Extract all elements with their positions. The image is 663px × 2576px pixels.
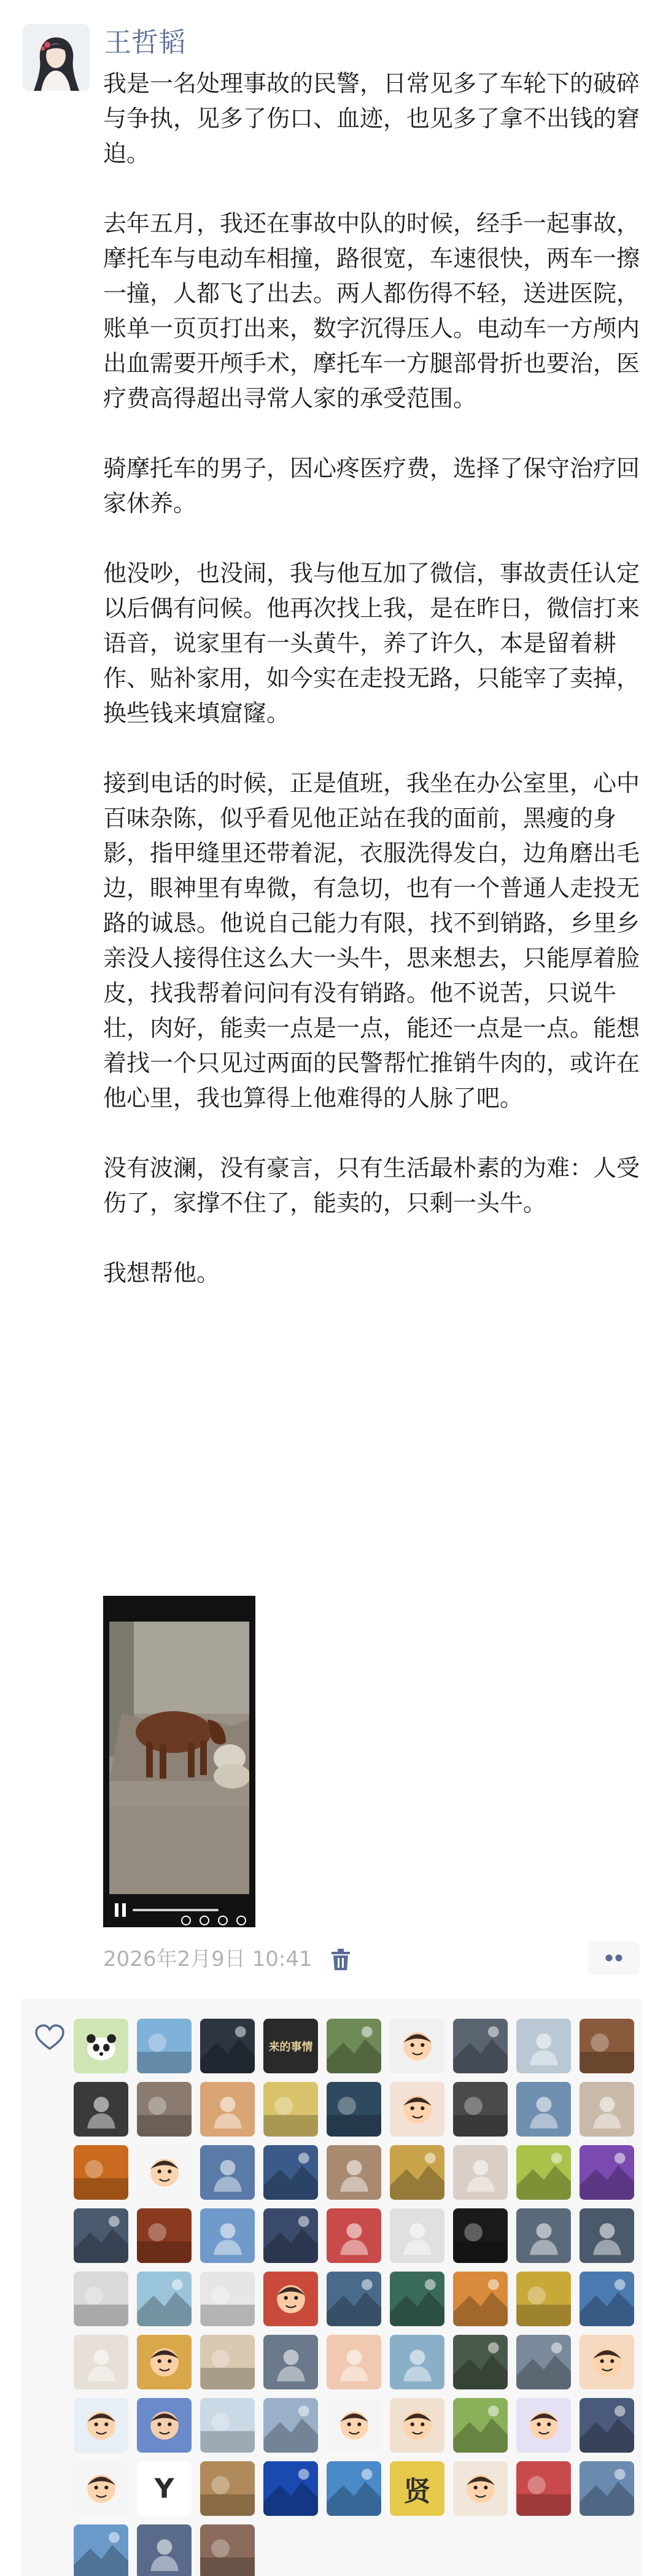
like-avatar[interactable] xyxy=(453,2398,508,2453)
post-paragraph: 我想帮他。 xyxy=(103,1259,220,1286)
like-avatar[interactable] xyxy=(200,2398,255,2453)
avatar-image xyxy=(137,2019,192,2073)
like-avatar[interactable] xyxy=(74,2208,128,2263)
post-paragraph: 去年五月，我还在事故中队的时候，经手一起事故，摩托车与电动车相撞，路很宽，车速很快，两车一擦一撞，人都飞了出去。两人都伤得不轻，送进医院，账单一页页打出来，数字沉得压人。电动车一方颅内出血需要开颅手术，摩托车一方腿部骨折也要治，医疗费高得超出寻常人家的承受范围。 xyxy=(103,210,640,412)
avatar-image xyxy=(327,2461,381,2516)
avatar-image xyxy=(82,2027,120,2065)
avatar-text: 来的事情 xyxy=(268,2040,313,2054)
avatar-image xyxy=(335,2153,373,2191)
like-avatar[interactable] xyxy=(580,2019,634,2073)
avatar-image xyxy=(145,2343,183,2381)
like-avatar[interactable] xyxy=(580,2461,634,2516)
avatar-image xyxy=(335,2216,373,2254)
author-name[interactable]: 王哲韬 xyxy=(104,27,185,58)
avatar-image xyxy=(327,2019,381,2073)
like-avatar[interactable] xyxy=(200,2272,255,2326)
avatar-image xyxy=(453,2208,508,2263)
avatar-image xyxy=(453,2398,508,2453)
like-avatar[interactable] xyxy=(137,2019,192,2073)
likes-panel xyxy=(21,1998,642,2576)
like-avatar[interactable] xyxy=(74,2398,128,2453)
avatar-image xyxy=(580,2145,634,2200)
like-avatar[interactable] xyxy=(453,2145,508,2200)
like-avatar[interactable] xyxy=(263,2208,318,2263)
trash-icon[interactable] xyxy=(330,1948,351,1971)
like-avatar[interactable] xyxy=(200,2524,255,2576)
avatar-image xyxy=(461,2153,499,2191)
like-avatar[interactable] xyxy=(516,2335,571,2389)
avatar-image xyxy=(263,2145,318,2200)
avatar-image xyxy=(516,2145,571,2200)
like-avatar[interactable] xyxy=(453,2208,508,2263)
avatar-image xyxy=(74,2524,128,2576)
like-avatar[interactable] xyxy=(327,2272,381,2326)
like-avatar[interactable] xyxy=(200,2335,255,2389)
avatar-image xyxy=(580,2398,634,2453)
like-avatar[interactable] xyxy=(390,2145,444,2200)
avatar-image xyxy=(327,2082,381,2137)
avatar-image xyxy=(263,2461,318,2516)
post-paragraph: 没有波澜，没有豪言，只有生活最朴素的为难：人受伤了，家撑不住了，能卖的，只剩一头牛。 xyxy=(103,1155,640,1216)
avatar-image xyxy=(580,2272,634,2326)
avatar-image xyxy=(263,2398,318,2453)
like-avatar[interactable] xyxy=(200,2019,255,2073)
like-avatar[interactable] xyxy=(516,2208,571,2263)
like-avatar[interactable] xyxy=(263,2272,318,2326)
heart-icon xyxy=(34,2024,65,2051)
more-actions-button[interactable] xyxy=(588,1941,640,1975)
like-avatar[interactable] xyxy=(263,2335,318,2389)
avatar-image xyxy=(200,2019,255,2073)
avatar-image xyxy=(398,2216,436,2254)
like-avatar[interactable] xyxy=(200,2082,255,2137)
like-avatar[interactable] xyxy=(390,2335,444,2389)
avatar-image xyxy=(453,2082,508,2137)
avatar-image xyxy=(200,2524,255,2576)
like-avatar[interactable] xyxy=(516,2398,571,2453)
like-avatar[interactable] xyxy=(74,2272,128,2326)
like-avatar[interactable] xyxy=(200,2461,255,2516)
avatar-image xyxy=(390,2272,444,2326)
like-avatar[interactable] xyxy=(263,2398,318,2453)
video-progress-bar[interactable] xyxy=(133,1909,219,1911)
like-avatar[interactable] xyxy=(137,2461,192,2516)
like-avatar[interactable] xyxy=(327,2398,381,2453)
avatar-image xyxy=(263,2082,318,2137)
pause-icon[interactable] xyxy=(113,1901,128,1919)
like-avatar[interactable] xyxy=(516,2019,571,2073)
avatar-text: Y xyxy=(154,2473,174,2504)
avatar-image xyxy=(587,2343,626,2381)
like-avatar[interactable] xyxy=(263,2461,318,2516)
post-body xyxy=(103,66,643,1326)
avatar-image xyxy=(398,2027,436,2065)
like-avatar[interactable] xyxy=(390,2272,444,2326)
like-avatar[interactable] xyxy=(137,2335,192,2389)
avatar-image xyxy=(74,2272,128,2326)
post-paragraph: 骑摩托车的男子，因心疼医疗费，选择了保守治疗回家休养。 xyxy=(103,455,640,517)
avatar-image xyxy=(390,2145,444,2200)
post-timestamp: 2026年2月9日 10:41 xyxy=(103,1947,312,1971)
avatar-image xyxy=(200,2461,255,2516)
avatar-image xyxy=(208,2216,246,2254)
like-avatar[interactable] xyxy=(516,2272,571,2326)
avatar-image xyxy=(208,2153,246,2191)
avatar-image xyxy=(137,2208,192,2263)
avatar-image xyxy=(137,2082,192,2137)
like-avatar[interactable] xyxy=(327,2145,381,2200)
like-avatar[interactable] xyxy=(516,2082,571,2137)
like-avatar[interactable] xyxy=(453,2461,508,2516)
avatar-image xyxy=(82,2343,120,2381)
avatar-image xyxy=(335,2343,373,2381)
avatar-image xyxy=(74,2208,128,2263)
like-avatar[interactable] xyxy=(263,2019,318,2073)
avatar-image xyxy=(263,2208,318,2263)
like-avatar[interactable] xyxy=(74,2335,128,2389)
avatar-image xyxy=(200,2398,255,2453)
avatar-image xyxy=(208,2090,246,2128)
like-avatar[interactable] xyxy=(137,2208,192,2263)
like-avatar[interactable] xyxy=(74,2461,128,2516)
avatar-image xyxy=(453,2335,508,2389)
avatar-image xyxy=(82,2090,120,2128)
post-paragraph: 他没吵，也没闹，我与他互加了微信，事故责任认定以后偶有问候。他再次找上我，是在昨日，微信打来语音，说家里有一头黄牛，养了许久，本是留着耕作、贴补家用，如今实在走投无路，只能宰了卖掉，换些钱来填窟窿。 xyxy=(103,560,640,727)
like-avatar[interactable] xyxy=(580,2082,634,2137)
avatar-image xyxy=(82,2469,120,2507)
like-avatar[interactable] xyxy=(453,2019,508,2073)
like-avatar[interactable] xyxy=(453,2272,508,2326)
avatar-image xyxy=(327,2272,381,2326)
avatar-image xyxy=(516,2272,571,2326)
like-avatar[interactable] xyxy=(390,2208,444,2263)
avatar-image xyxy=(516,2461,571,2516)
like-avatar[interactable] xyxy=(516,2461,571,2516)
avatar-image xyxy=(580,2019,634,2073)
like-avatar-grid xyxy=(74,2019,632,2576)
like-avatar[interactable] xyxy=(74,2082,128,2137)
avatar-text: 贤 xyxy=(403,2475,431,2507)
avatar-image xyxy=(524,2090,562,2128)
like-avatar[interactable] xyxy=(137,2272,192,2326)
like-avatar[interactable] xyxy=(580,2272,634,2326)
avatar-image xyxy=(461,2469,499,2507)
avatar-image xyxy=(587,2216,626,2254)
avatar-illustration xyxy=(23,24,90,91)
avatar-image xyxy=(145,2153,183,2191)
avatar-image xyxy=(200,2272,255,2326)
like-avatar[interactable] xyxy=(327,2461,381,2516)
avatar-image xyxy=(453,2019,508,2073)
avatar-image xyxy=(200,2335,255,2389)
like-avatar[interactable] xyxy=(580,2398,634,2453)
like-avatar[interactable] xyxy=(137,2082,192,2137)
avatar-image xyxy=(398,2406,436,2444)
like-avatar[interactable] xyxy=(137,2398,192,2453)
avatar-image xyxy=(453,2272,508,2326)
avatar-image xyxy=(580,2461,634,2516)
avatar-image xyxy=(398,2090,436,2128)
like-avatar[interactable] xyxy=(390,2398,444,2453)
like-avatar[interactable] xyxy=(453,2335,508,2389)
like-avatar[interactable] xyxy=(137,2145,192,2200)
avatar-image xyxy=(524,2027,562,2065)
like-avatar[interactable] xyxy=(200,2145,255,2200)
like-avatar[interactable] xyxy=(327,2208,381,2263)
like-avatar[interactable] xyxy=(580,2335,634,2389)
like-avatar[interactable] xyxy=(516,2145,571,2200)
like-avatar[interactable] xyxy=(390,2461,444,2516)
like-avatar[interactable] xyxy=(390,2082,444,2137)
like-avatar[interactable] xyxy=(453,2082,508,2137)
like-avatar[interactable] xyxy=(580,2145,634,2200)
avatar-image xyxy=(271,2343,309,2381)
avatar-image xyxy=(271,2280,309,2318)
like-avatar[interactable] xyxy=(327,2082,381,2137)
like-avatar[interactable] xyxy=(74,2019,128,2073)
avatar-image xyxy=(524,2216,562,2254)
video-controls xyxy=(180,1915,250,1926)
avatar-image xyxy=(335,2406,373,2444)
like-avatar[interactable] xyxy=(327,2019,381,2073)
like-avatar[interactable] xyxy=(74,2524,128,2576)
avatar-image xyxy=(74,2145,128,2200)
video-frame xyxy=(109,1622,249,1894)
avatar-image xyxy=(398,2343,436,2381)
avatar-image xyxy=(587,2090,626,2128)
avatar-image xyxy=(145,2532,183,2570)
like-avatar[interactable] xyxy=(390,2019,444,2073)
like-avatar[interactable] xyxy=(263,2082,318,2137)
dots-icon xyxy=(588,1941,640,1975)
author-avatar[interactable] xyxy=(23,24,90,91)
avatar-image xyxy=(524,2406,562,2444)
like-avatar[interactable] xyxy=(74,2145,128,2200)
like-avatar[interactable] xyxy=(580,2208,634,2263)
like-avatar[interactable] xyxy=(327,2335,381,2389)
avatar-image xyxy=(82,2406,120,2444)
avatar-image xyxy=(137,2272,192,2326)
post-paragraph: 接到电话的时候，正是值班，我坐在办公室里，心中百味杂陈，似乎看见他正站在我的面前，黑瘦的身影，指甲缝里还带着泥，衣服洗得发白，边角磨出毛边，眼神里有卑微，有急切，也有一个普通人走投无路的诚恳。他说自己能力有限，找不到销路，乡里乡亲没人接得住这么大一头牛，思来想去，只能厚着脸皮，找我帮着问问有没有销路。他不说苦，只说牛壮，肉好，能卖一点是一点，能还一点是一点。能想着找一个只见过两面的民警帮忙推销牛肉的，或许在他心里，我也算得上他难得的人脉了吧。 xyxy=(103,770,640,1112)
like-avatar[interactable] xyxy=(137,2524,192,2576)
video-thumbnail[interactable] xyxy=(103,1596,255,1927)
post-paragraph: 我是一名处理事故的民警，日常见多了车轮下的破碎与争执，见多了伤口、血迹，也见多了拿不出钱的窘迫。 xyxy=(103,70,640,167)
avatar-image xyxy=(145,2406,183,2444)
like-avatar[interactable] xyxy=(200,2208,255,2263)
like-avatar[interactable] xyxy=(263,2145,318,2200)
avatar-image xyxy=(516,2335,571,2389)
